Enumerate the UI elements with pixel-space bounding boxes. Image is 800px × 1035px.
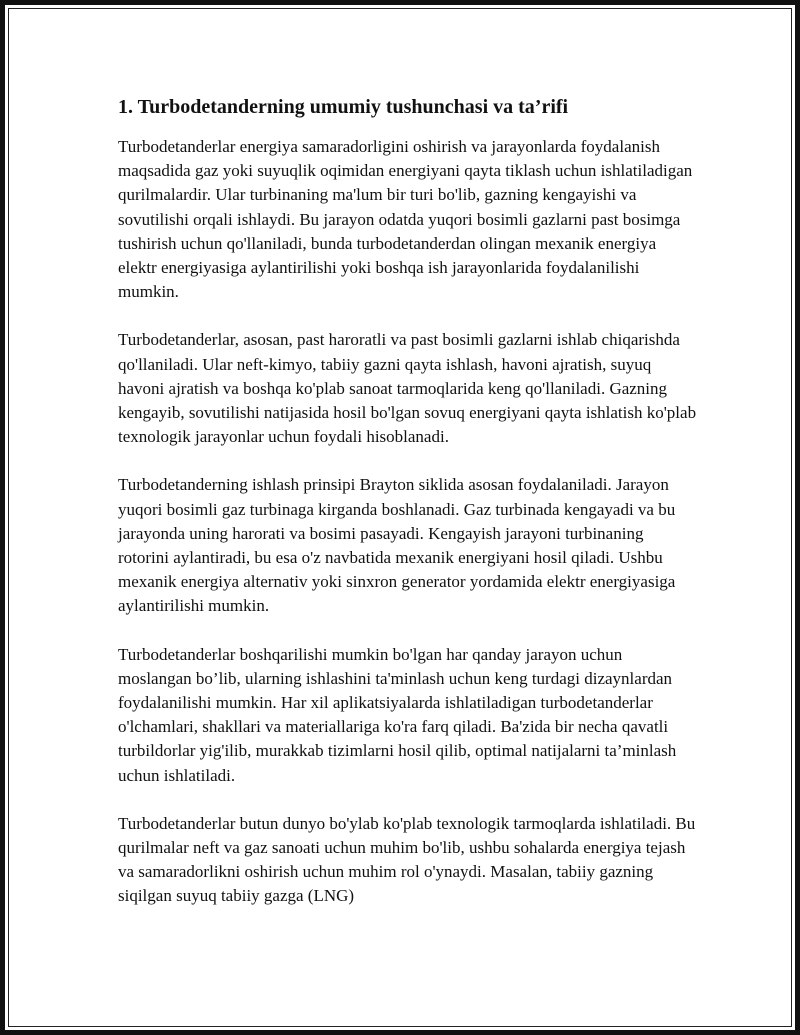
paragraph: Turbodetanderlar butun dunyo bo'ylab ko'plab texnologik tarmoqlarda ishlatiladi. Bu qurilmalar neft va gaz sanoati uchun muhim bo'lib, ushbu sohalarda energiya tejash va samaradorlikni oshirish uchun muhim rol o'ynaydi. Masalan, tabiiy gazning siqilgan suyuq tabiiy gazga (LNG) [118, 813, 696, 906]
paragraph: Turbodetanderlar energiya samaradorligini oshirish va jarayonlarda foydalanish maqsadida gaz yoki suyuqlik oqimidan energiyani qayta tiklash uchun ishlatiladigan qurilmalardir. Ular turbinaning ma'lum bir turi bo'lib, gazning kengayishi va sovutilishi orqali ishlaydi. Bu jarayon odatda yuqori bosimli gazlarni past bosimga tushirish uchun qo'llaniladi, bunda turbodetanderdan olingan mexanik energiya elektr energiyasiga aylantirilishi yoki boshqa ish jarayonlarida foydalanilishi mumkin. [118, 137, 693, 302]
paragraph: Turbodetanderning ishlash prinsipi Brayton siklida asosan foydalaniladi. Jarayon yuqori bosimli gaz turbinaga kirganda boshlanadi. Gaz turbinada kengayadi va bu jarayonda uning harorati va bosimi pasayadi. Kengayish jarayoni turbinaning rotorini aylantiradi, bu esa o'z navbatida mexanik energiyani hosil qiladi. Ushbu mexanik energiya alternativ yoki sinxron generator yordamida elektr energiyasiga aylantirilishi mumkin. [118, 475, 676, 616]
section-heading: 1. Turbodetanderning umumiy tushunchasi va ta’rifi [118, 96, 569, 118]
paragraph: Turbodetanderlar boshqarilishi mumkin bo'lgan har qanday jarayon uchun moslangan bo’lib, ularning ishlashini ta'minlash uchun keng turdagi dizaynlardan foydalanilishi mumkin. Har xil aplikatsiyalarda ishlatiladigan turbodetanderlar o'lchamlari, shakllari va materiallariga ko'ra farq qiladi. Ba'zida bir necha qavatli turbildorlar yig'ilib, murakkab tizimlarni hosil qilib, optimal natijalarni ta’minlash uchun ishlatiladi. [118, 644, 677, 785]
paragraph: Turbodetanderlar, asosan, past haroratli va past bosimli gazlarni ishlab chiqarishda qo'llaniladi. Ular neft-kimyo, tabiiy gazni qayta ishlash, havoni ajratish, suyuq havoni ajratish va boshqa ko'plab sanoat tarmoqlarida keng qo'llaniladi. Gazning kengayib, sovutilishi natijasida hosil bo'lgan sovuq energiyani qayta ishlatish ko'plab texnologik jarayonlar uchun foydali hisoblanadi. [118, 330, 697, 447]
document-body [118, 93, 698, 933]
